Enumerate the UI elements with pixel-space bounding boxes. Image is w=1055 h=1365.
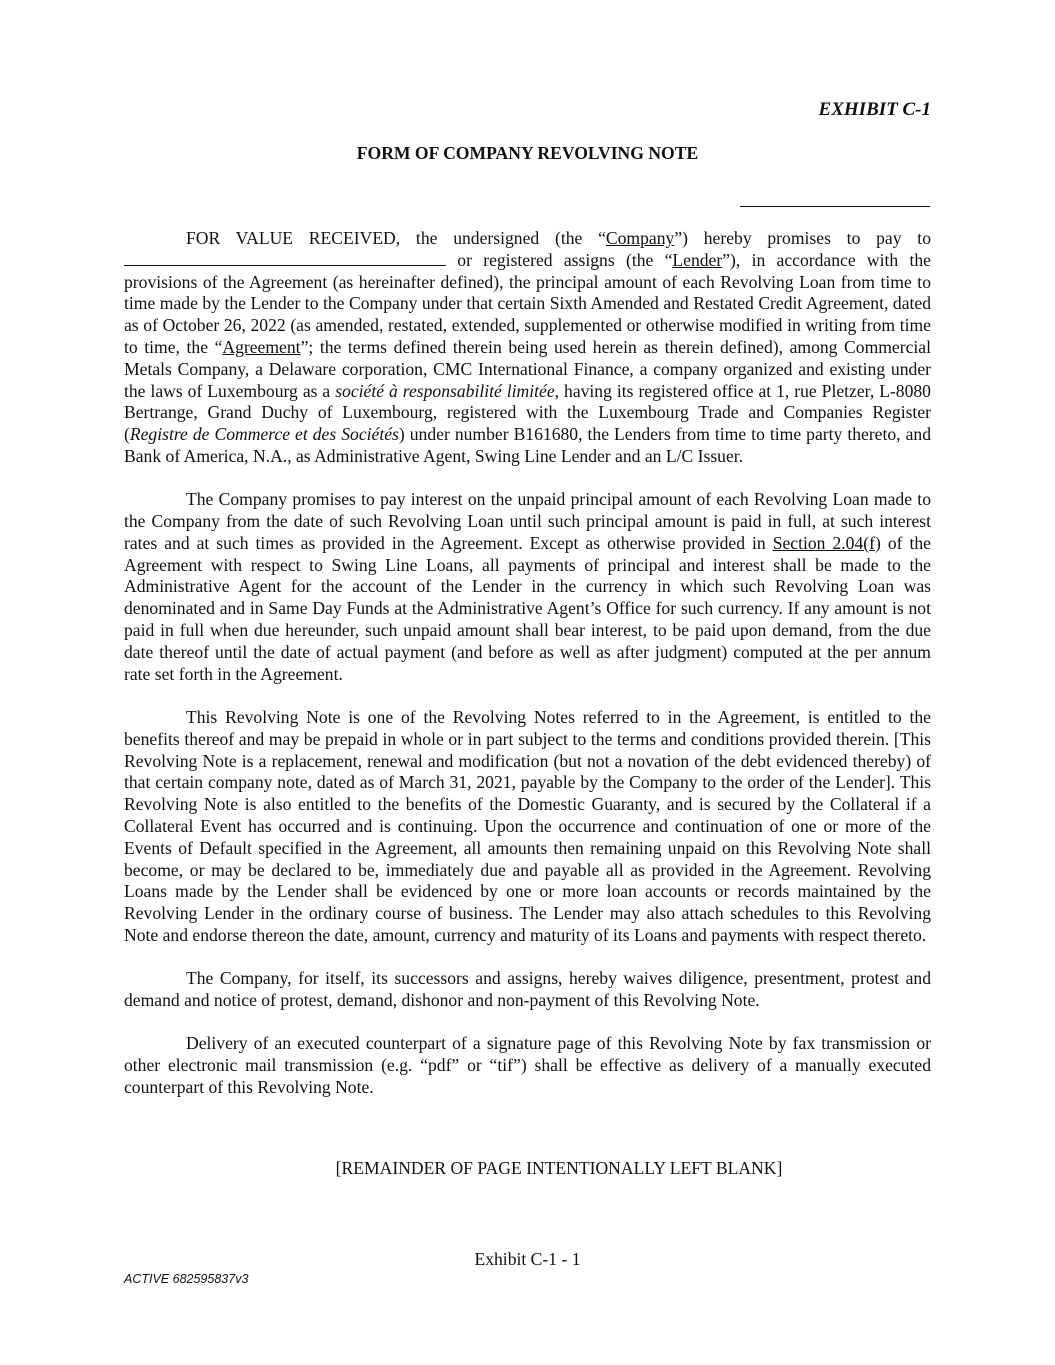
defined-term-lender: Lender (672, 249, 723, 270)
paragraph-interest (124, 489, 931, 685)
text-run: or registered assigns (the “ (446, 249, 673, 270)
remainder-note: [REMAINDER OF PAGE INTENTIONALLY LEFT BLANK] (335, 1158, 783, 1178)
paragraph-delivery: Delivery of an executed counterpart of a signature page of this Revolving Note by fax transmission or other electronic mail transmission (e.g. “pdf” or “tif”) shall be effective as delivery of a manually executed counterpart of this Revolving Note. (124, 1033, 931, 1097)
text-run: ”) hereby promises to pay to (674, 228, 931, 248)
text-run: , having its registered office at 1, rue Pletzer, L-8080 Bertrange, Grand Duchy of Luxembourg, registered with the Luxembourg Trade and Companies Register ( (124, 380, 931, 445)
document-title: FORM OF COMPANY REVOLVING NOTE (356, 143, 699, 163)
text-run: FOR VALUE RECEIVED, the undersigned (the “ (186, 228, 606, 248)
page-footer: Exhibit C-1 - 1 (474, 1249, 581, 1269)
paragraph-waiver: The Company, for itself, its successors and assigns, hereby waives diligence, presentment, protest and demand and notice of protest, demand, dishonor and non-payment of this Revolving Note. (124, 968, 931, 1010)
italic-term-sarl: société à responsabilité limitée (335, 380, 555, 401)
exhibit-label: EXHIBIT C-1 (818, 99, 931, 120)
defined-term-agreement: Agreement (222, 336, 301, 357)
paragraph-for-value-received (124, 228, 931, 468)
italic-term-registre: Registre de Commerce et des Sociétés (129, 424, 399, 445)
payee-blank-line (124, 251, 446, 266)
text-run: ”), in accordance with the provisions of the Agreement (as hereinafter defined), the principal amount of each Revolving Loan from time to time made by the Lender to the Company under that certain Sixth Amended and Restated Credit Agreement, dated as of October 26, 2022 (as amended, restated, extended, supplemented or otherwise modified in writing from time to time, the “ (124, 249, 931, 357)
defined-term-company: Company (605, 228, 675, 248)
text-run: ) under number B161680, the Lenders from time to time party thereto, and Bank of America, N.A., as Administrative Agent, Swing Line Lender and an L/C Issuer. (124, 424, 931, 466)
document-body (124, 228, 931, 1120)
date-blank-line (740, 206, 930, 207)
text-run: The Company promises to pay interest on the unpaid principal amount of each Revolving Loan made to the Company from the date of such Revolving Loan until such principal amount is paid in full, at such interest rates and at such times as provided in the Agreement. Except as otherwise provided in (124, 489, 931, 553)
paragraph-revolving-note: This Revolving Note is one of the Revolving Notes referred to in the Agreement, is entitled to the benefits thereof and may be prepaid in whole or in part subject to the terms and conditions provided therein. [This Revolving Note is a replacement, renewal and modification (but not a novation of the debt evidenced thereby) of that certain company note, dated as of March 31, 2021, payable by the Company to the order of the Lender]. This Revolving Note is also entitled to the benefits of the Domestic Guaranty, and is secured by the Collateral if a Collateral Event has occurred and is continuing. Upon the occurrence and continuation of one or more of the Events of Default specified in the Agreement, all amounts then remaining unpaid on this Revolving Note shall become, or may be declared to be, immediately due and payable all as provided in the Agreement. Revolving Loans made by the Lender shall be evidenced by one or more loan accounts or records maintained by the Revolving Lender in the ordinary course of business. The Lender may also attach schedules to this Revolving Note and endorse thereon the date, amount, currency and maturity of its Loans and payments with respect thereto. (124, 706, 931, 945)
document-id: ACTIVE 682595837v3 (124, 1272, 249, 1286)
text-run: of the Agreement with respect to Swing Line Loans, all payments of principal and interest shall be made to the Administrative Agent for the account of the Lender in the currency in which such Revolving Loan was denominated and in Same Day Funds at the Administrative Agent’s Office for such currency. If any amount is not paid in full when due hereunder, such unpaid amount shall bear interest, to be paid upon demand, from the due date thereof until the date of actual payment (and before as well as after judgment) computed at the per annum rate set forth in the Agreement. (124, 532, 931, 684)
section-reference: Section 2.04(f) (772, 532, 881, 553)
text-run: ”; the terms defined therein being used herein as therein defined), among Commercial Metals Company, a Delaware corporation, CMC International Finance, a company organized and existing under the laws of Luxembourg as a (124, 336, 931, 401)
